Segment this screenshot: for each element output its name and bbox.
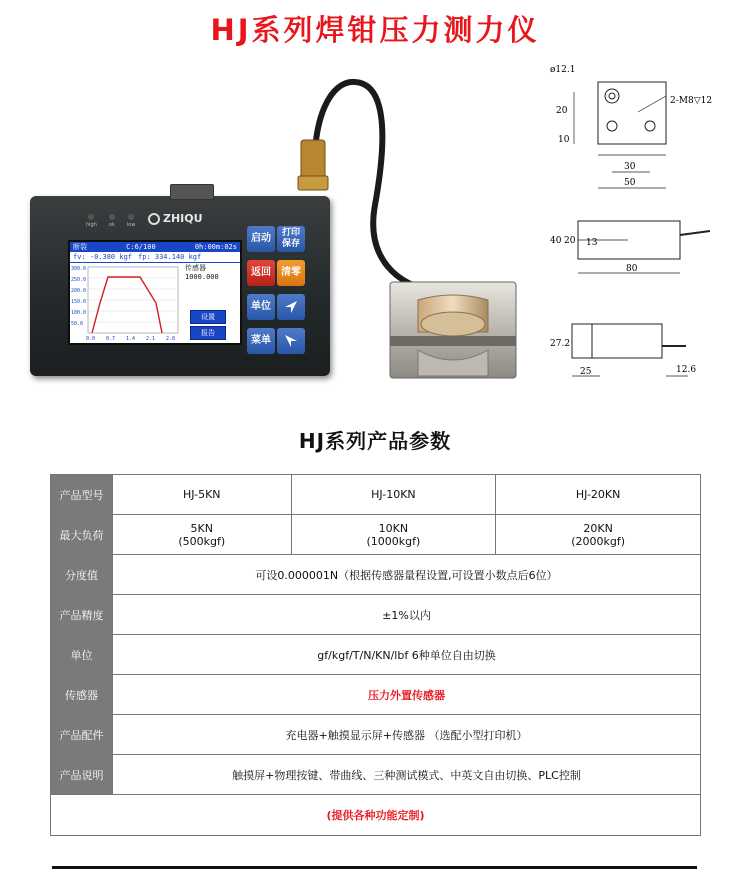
cell: 触摸屏+物理按键、带曲线、三种测试模式、中英文自由切换、PLC控制 [113,755,701,795]
row-label: 单位 [51,635,113,675]
cell: 10KN (1000kgf) [291,515,496,555]
x-tick: 0.7 [106,336,116,342]
cell: 5KN (500kgf) [113,515,292,555]
dim-20b: 20 [564,236,576,246]
sensor-label: 传感器 [185,264,206,272]
dim-30: 30 [624,162,636,172]
table-row-model [51,475,701,515]
x-tick: 1.4 [126,336,136,342]
cell: HJ-10KN [291,475,496,515]
table-row-accuracy [51,595,701,635]
dim-13: 13 [586,238,598,248]
dim-12-6: 12.6 [676,365,697,375]
dim-50: 50 [624,178,636,188]
table-row-accessories [51,715,701,755]
clear-key[interactable]: 清零 [277,260,305,286]
dim-40: 40 [550,236,562,246]
sensor-info [185,264,219,282]
x-tick: 2.1 [146,336,156,342]
unit-key[interactable]: 单位 [247,294,275,320]
cell: HJ-20KN [496,475,701,515]
brand-logo-icon [148,213,160,225]
dim-10: 10 [558,135,570,145]
led-low: low [127,214,136,228]
x-tick: 2.8 [166,336,176,342]
y-tick: 200.0 [71,288,87,294]
screen-mode: 断裂 [73,243,87,251]
screen-header [70,242,240,252]
table-row-load [51,515,701,555]
screen-readings [70,252,240,263]
x-tick: 0.0 [86,336,96,342]
cell: 充电器+触摸显示屏+传感器 （选配小型打印机） [113,715,701,755]
status-leds [86,214,135,228]
rs232-connector [170,184,214,200]
dim-80: 80 [626,264,638,274]
sensor-value: 1000.000 [185,273,219,281]
arrow-down-icon [283,333,299,349]
dimension-drawing-side [548,215,718,285]
row-label: 产品配件 [51,715,113,755]
y-tick: 250.0 [71,277,87,283]
print-save-key[interactable]: 打印 保存 [277,226,305,252]
cell: HJ-5KN [113,475,292,515]
table-row-division [51,555,701,595]
arrow-down-key[interactable] [277,328,305,354]
force-gauge-device [30,196,330,376]
page-title: HJ系列焊钳压力测力仪 [210,13,540,47]
table-row-unit [51,635,701,675]
reading-fp: fp: 334.140 kgf [138,253,202,261]
table-row-description [51,755,701,795]
row-label: 最大负荷 [51,515,113,555]
cell: 20KN (2000kgf) [496,515,701,555]
touch-screen [68,240,242,345]
table-row-custom [51,795,701,836]
spec-table [50,474,701,836]
reading-fv: fv: -0.380 kgf [73,253,133,261]
arrow-up-icon [283,299,299,315]
row-label: 产品型号 [51,475,113,515]
screen-time: 0h:00m:02s [194,243,237,251]
cell: ±1%以内 [113,595,701,635]
y-tick: 150.0 [71,299,87,305]
menu-key[interactable]: 菜单 [247,328,275,354]
start-key[interactable]: 启动 [247,226,275,252]
dim-27: 27.2 [550,339,571,349]
y-tick: 50.0 [71,321,84,327]
arrow-up-key[interactable] [277,294,305,320]
spec-heading: HJ系列产品参数 [298,429,452,453]
dim-25: 25 [580,367,592,377]
row-label: 传感器 [51,675,113,715]
dim-20: 20 [556,106,568,116]
cell: 可设0.000001N（根据传感器量程设置,可设置小数点后6位） [113,555,701,595]
back-key[interactable]: 返回 [247,260,275,286]
row-label: 分度值 [51,555,113,595]
bottom-divider [52,866,697,869]
table-row-sensor [51,675,701,715]
settings-button[interactable]: 设置 [190,310,226,324]
force-curve-graph [70,263,182,343]
y-tick: 100.0 [71,310,87,316]
screen-count: C:6/100 [126,243,156,251]
dimension-drawing-bottom [548,310,718,385]
y-tick: 300.0 [71,266,87,272]
led-high: high [86,214,97,228]
dimension-drawing-top [548,60,718,195]
cell: 压力外置传感器 [113,675,701,715]
row-label: 产品说明 [51,755,113,795]
brand-logo: ZHIQU [148,212,203,225]
dim-thread: 2-M8▽12 [670,96,713,106]
load-cell-sensor [388,280,518,380]
custom-note: (提供各种功能定制) [51,795,701,836]
cell: gf/kgf/T/N/KN/lbf 6种单位自由切换 [113,635,701,675]
report-button[interactable]: 报告 [190,326,226,340]
row-label: 产品精度 [51,595,113,635]
led-ok: ok [109,214,115,228]
dim-hole: ø12.1 [550,65,576,75]
